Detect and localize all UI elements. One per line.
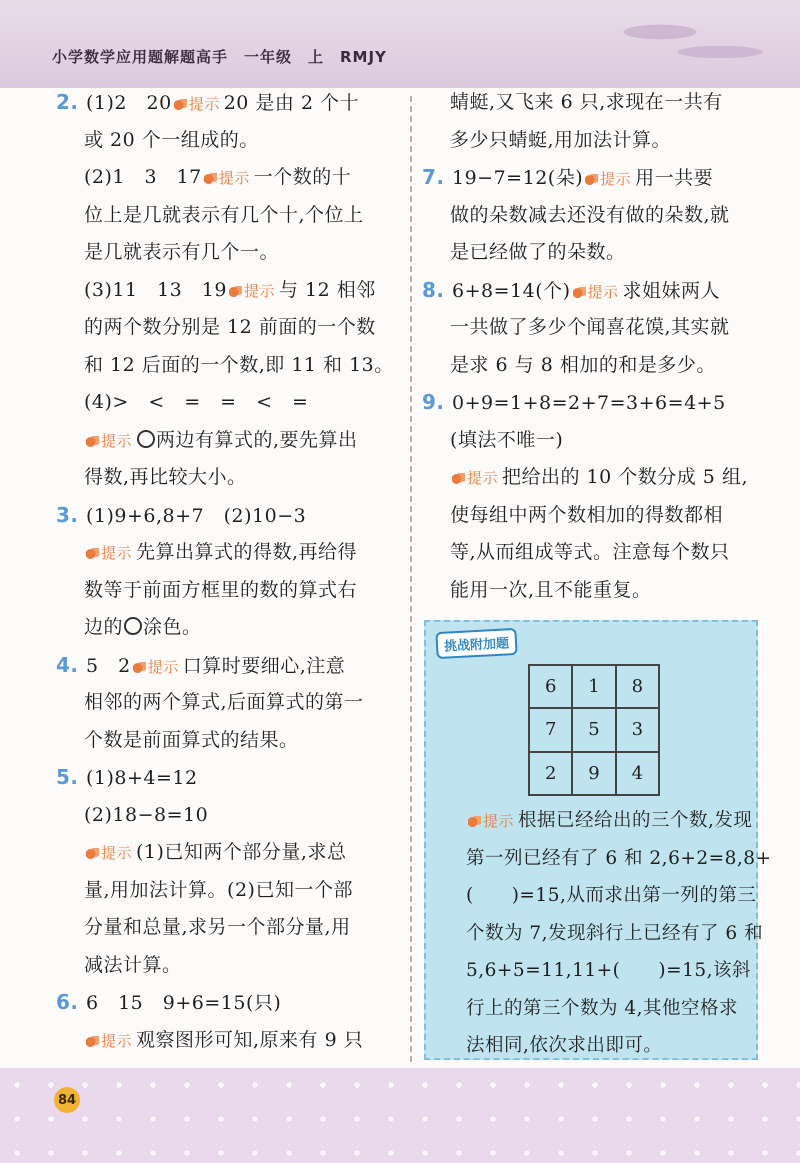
text-segment: 分量和总量,求另一个部分量,用 (84, 916, 351, 938)
text-segment: 涂色。 (143, 616, 202, 638)
text-line (422, 459, 770, 497)
text-line (56, 759, 408, 797)
hint-label (573, 274, 619, 312)
page-footer (0, 1068, 800, 1163)
text-line (422, 422, 770, 460)
text-line (56, 534, 408, 572)
text-line (422, 384, 770, 422)
hint-icon (204, 173, 217, 184)
hint-icon (229, 286, 242, 297)
hint-text: 提示 (587, 282, 619, 301)
text-line (56, 272, 408, 310)
hint-text: 提示 (600, 170, 632, 188)
text-segment: 个数为 7,发现斜行上已经有了 6 和 (466, 922, 764, 944)
hint-icon (174, 99, 187, 110)
text-segment: 第一列已经有了 6 和 2,6+2=8,8+ (466, 847, 772, 869)
text-line (56, 197, 408, 235)
text-line (422, 572, 770, 610)
text-segment: 先算出算式的得数,再给得 (136, 541, 358, 563)
hint-label (86, 835, 132, 873)
text-segment: 或 20 个一组成的。 (84, 128, 259, 151)
hint-icon (86, 548, 99, 559)
text-segment: 两边有算式的,要先算出 (156, 428, 358, 451)
answer-column-left (56, 84, 408, 1059)
grid-cell: 7 (529, 708, 572, 751)
hint-text: 提示 (188, 95, 220, 113)
text-segment: 5,6+5=11,11+( )=15,该斜 (466, 960, 752, 981)
hint-label (468, 803, 514, 841)
text-segment: 0+9=1+8=2+7=3+6=4+5 (452, 392, 726, 414)
text-segment: 位上是几就表示有几个十,个位上 (84, 203, 364, 226)
text-segment: 用一共要 (635, 167, 714, 189)
text-segment: 多少只蜻蜓,用加法计算。 (450, 128, 672, 151)
challenge-tag: 挑战附加题 (435, 628, 517, 659)
text-segment: 一共做了多少个闻喜花馍,其实就 (450, 316, 730, 338)
text-segment: 是求 6 与 8 相加的和是多少。 (450, 353, 716, 376)
hint-text: 提示 (147, 657, 179, 676)
text-line (56, 1022, 408, 1060)
text-line (56, 384, 408, 422)
text-segment: 得数,再比较大小。 (84, 466, 247, 488)
text-line (422, 122, 770, 160)
hint-label (86, 423, 132, 461)
text-line (422, 272, 770, 310)
hint-icon (585, 174, 598, 185)
text-line (422, 159, 770, 197)
hint-icon (468, 816, 481, 827)
text-line (56, 722, 408, 760)
grid-cell: 3 (616, 708, 659, 751)
text-line (422, 497, 770, 535)
hint-text: 提示 (101, 844, 133, 862)
hint-label (174, 86, 220, 124)
text-line (56, 497, 408, 535)
text-segment: 蜻蜓,又飞来 6 只,求现在一共有 (450, 91, 723, 113)
question-number: 9. (422, 390, 445, 414)
hint-text: 提示 (218, 169, 250, 187)
text-segment: 法相同,依次求出即可。 (466, 1035, 663, 1056)
text-line (56, 909, 408, 947)
text-line (438, 952, 758, 990)
hint-label (229, 273, 275, 311)
magic-square (528, 664, 660, 796)
text-line (438, 990, 758, 1028)
text-line (56, 572, 408, 610)
text-line (438, 915, 764, 953)
text-segment: 是已经做了的朵数。 (450, 241, 626, 263)
question-number: 4. (56, 652, 79, 677)
text-segment: 是几就表示有几个一。 (84, 241, 280, 263)
text-segment: 口算时要细心,注意 (182, 654, 346, 677)
text-segment: 6+8=14(个) (452, 279, 571, 302)
text-line (56, 347, 408, 385)
hint-text: 提示 (101, 431, 133, 450)
text-segment: (1)9+6,8+7 (2)10−3 (86, 504, 307, 527)
hint-label (204, 160, 250, 198)
question-number: 7. (422, 165, 445, 189)
text-segment: 把给出的 10 个数分成 5 组, (502, 466, 748, 488)
grid-cell: 1 (572, 665, 615, 708)
text-line (56, 834, 408, 872)
text-line (422, 534, 770, 572)
text-line (56, 122, 408, 160)
text-segment: 20 是由 2 个十 (223, 92, 360, 114)
hint-icon (573, 287, 586, 298)
text-segment: 减法计算。 (84, 953, 182, 976)
text-line (56, 947, 408, 985)
header-decoration (600, 12, 800, 72)
page-number: 84 (54, 1087, 80, 1113)
text-line (56, 684, 408, 722)
text-line (438, 840, 772, 878)
column-divider (410, 96, 412, 1062)
challenge-explanation (438, 802, 772, 1065)
hint-label (585, 161, 631, 199)
text-segment: 边的 (84, 616, 124, 638)
hint-text: 提示 (483, 812, 515, 830)
text-segment: (2)18−8=10 (84, 803, 209, 826)
text-line (56, 647, 408, 685)
hint-icon (86, 848, 99, 859)
question-number: 8. (422, 277, 445, 302)
hint-label (86, 535, 132, 573)
text-segment: 6 15 9+6=15(只) (86, 992, 282, 1014)
hint-label (452, 460, 498, 498)
circle-icon (137, 430, 155, 448)
answer-column-right (422, 84, 770, 609)
text-line (56, 422, 408, 460)
challenge-box (424, 620, 772, 1060)
grid-cell: 9 (572, 752, 615, 795)
text-line (422, 84, 770, 122)
question-number: 2. (56, 90, 79, 114)
text-segment: (4)> < = = < = (84, 391, 309, 413)
text-segment: ( )=15,从而求出第一列的第三 (466, 885, 757, 906)
text-segment: 个数是前面算式的结果。 (84, 728, 299, 751)
text-line (438, 802, 758, 840)
text-segment: 能用一次,且不能重复。 (450, 578, 652, 601)
text-segment: 求姐妹两人 (622, 279, 721, 302)
grid-cell: 5 (572, 708, 615, 751)
text-line (422, 309, 770, 347)
text-segment: 量,用加法计算。(2)已知一个部 (84, 878, 353, 901)
hint-label (86, 1023, 132, 1061)
text-segment: 等,从而组成等式。注意每个数只 (450, 541, 730, 563)
grid-cell: 2 (529, 752, 572, 795)
text-segment: 观察图形可知,原来有 9 只 (136, 1028, 364, 1051)
text-line (56, 309, 408, 347)
text-line (56, 84, 408, 122)
text-line (422, 234, 770, 272)
text-segment: 行上的第三个数为 4,其他空格求 (466, 997, 739, 1019)
text-line (56, 459, 408, 497)
text-segment: 做的朵数减去还没有做的朵数,就 (450, 203, 730, 226)
text-segment: 一个数的十 (253, 166, 352, 188)
text-segment: (1)已知两个部分量,求总 (136, 841, 347, 863)
question-number: 5. (56, 765, 79, 789)
text-segment: (填法不唯一) (450, 428, 564, 451)
page-header (0, 0, 800, 88)
text-segment: (3)11 13 19 (84, 278, 227, 301)
text-segment: 使每组中两个数相加的得数都相 (450, 503, 724, 526)
text-line (56, 234, 408, 272)
text-line (56, 797, 408, 835)
hint-text: 提示 (243, 281, 275, 300)
text-segment: 相邻的两个算式,后面算式的第一 (84, 691, 364, 713)
hint-text: 提示 (467, 469, 499, 487)
text-segment: (2)1 3 17 (84, 166, 202, 188)
circle-icon (124, 617, 142, 635)
hint-icon (86, 436, 99, 447)
grid-cell: 4 (616, 752, 659, 795)
text-line (438, 877, 758, 915)
text-segment: 与 12 相邻 (278, 278, 376, 301)
text-segment: (1)8+4=12 (86, 767, 198, 789)
hint-icon (133, 662, 146, 673)
text-line (56, 159, 408, 197)
text-segment: 数等于前面方框里的数的算式右 (84, 578, 358, 601)
text-segment: 19−7=12(朵) (452, 167, 584, 189)
text-line (56, 609, 408, 647)
question-number: 6. (56, 990, 79, 1014)
question-number: 3. (56, 502, 79, 527)
hint-icon (86, 1036, 99, 1047)
text-line (56, 872, 408, 910)
grid-cell: 6 (529, 665, 572, 708)
text-line (56, 984, 408, 1022)
hint-label (133, 649, 179, 687)
text-segment: 的两个数分别是 12 前面的一个数 (84, 316, 376, 338)
book-title: 小学数学应用题解题高手 一年级 上 RMJY (52, 48, 387, 66)
text-line (422, 197, 770, 235)
text-segment: 5 2 (86, 654, 131, 677)
grid-cell: 8 (616, 665, 659, 708)
hint-text: 提示 (101, 544, 133, 562)
text-segment: 和 12 后面的一个数,即 11 和 13。 (84, 353, 394, 376)
text-segment: (1)2 20 (86, 92, 172, 114)
text-segment: 根据已经给出的三个数,发现 (518, 810, 753, 831)
hint-icon (452, 473, 465, 484)
text-line (422, 347, 770, 385)
hint-text: 提示 (101, 1031, 133, 1050)
